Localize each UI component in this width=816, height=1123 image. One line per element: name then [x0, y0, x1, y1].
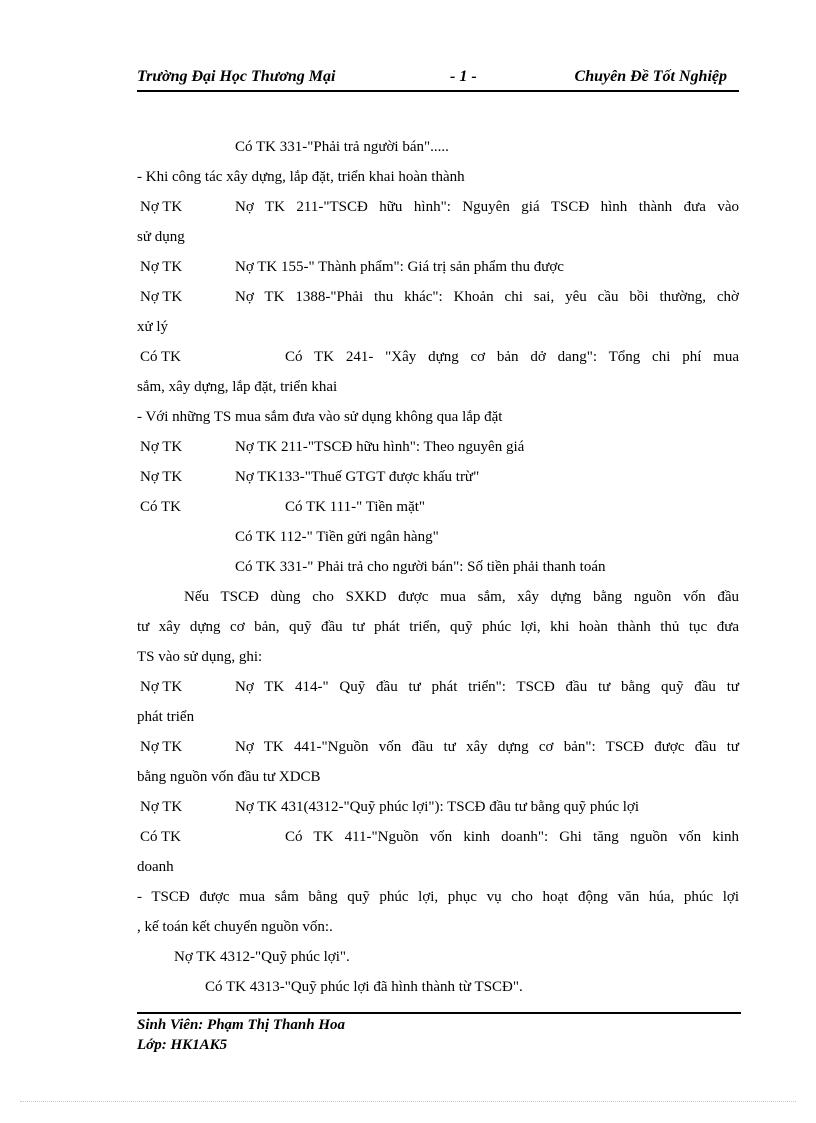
entry-line: Nợ TK 4312-"Quỹ phúc lợi". [174, 949, 350, 965]
text-line: - Khi công tác xây dựng, lắp đặt, triển khai hoàn thành [137, 169, 465, 185]
footer-class: Lớp: HK1AK5 [137, 1037, 228, 1053]
entry-line: Nợ TK Nợ TK 211-"TSCĐ hữu hình": Theo nguyên giá [140, 439, 525, 455]
entry-line: Nợ TK Nợ TK133-"Thuế GTGT được khấu trừ" [140, 469, 480, 485]
text-line: xử lý [137, 319, 169, 335]
entry-line: Có TK Có TK 111-" Tiền mặt" [140, 499, 426, 515]
header-page-number: - 1 - [450, 68, 477, 85]
document-body [137, 132, 739, 1002]
text-line: bằng nguồn vốn đầu tư XDCB [137, 769, 321, 785]
entry-line: Có TK 4313-"Quỹ phúc lợi đã hình thành từ TSCĐ". [205, 979, 523, 995]
page-header [137, 66, 739, 92]
header-title: Chuyên Đề Tốt Nghiệp [574, 68, 727, 85]
entry-line: Nợ TK Nợ TK 1388-"Phải thu khác": Khoản chi sai, yêu cầu bồi thường, chờ [140, 289, 739, 305]
entry-line: Có TK Có TK 411-"Nguồn vốn kinh doanh": Ghi tăng nguồn vốn kinh [140, 829, 739, 845]
entry-line: Nợ TK Nợ TK 414-" Quỹ đầu tư phát triển": TSCĐ đầu tư bằng quỹ đầu tư [140, 679, 739, 695]
text-line: Có TK 331-"Phải trả người bán"..... [235, 139, 449, 155]
entry-line: Nợ TK Nợ TK 211-"TSCĐ hữu hình": Nguyên giá TSCĐ hình thành đưa vào [140, 199, 739, 215]
page-edge-divider [20, 1101, 796, 1102]
text-line: phát triển [137, 709, 195, 725]
entry-line: Nợ TK Nợ TK 155-" Thành phẩm": Giá trị sản phẩm thu được [140, 259, 564, 275]
text-line: sắm, xây dựng, lắp đặt, triển khai [137, 379, 338, 395]
footer-divider [137, 1012, 741, 1014]
entry-line: Có TK 112-" Tiền gửi ngân hàng" [235, 529, 439, 545]
paragraph: Nếu TSCĐ dùng cho SXKD được mua sắm, xây dựng bằng nguồn vốn đầu tư xây dựng cơ bản, quỹ đầu tư phát triển, quỹ phúc lợi, khi hoàn thành thủ tục đưa TS vào sử dụng, ghi: [137, 589, 739, 665]
text-line: - Với những TS mua sắm đưa vào sử dụng không qua lắp đặt [137, 409, 503, 425]
entry-line: Nợ TK Nợ TK 441-"Nguồn vốn đầu tư xây dựng cơ bản": TSCĐ được đầu tư [140, 739, 739, 755]
text-line: sử dụng [137, 229, 185, 245]
entry-line: Có TK 331-" Phải trả cho người bán": Số tiền phải thanh toán [235, 559, 606, 575]
header-school: Trường Đại Học Thương Mại [137, 68, 336, 85]
page-footer [137, 1015, 345, 1055]
paragraph: - TSCĐ được mua sắm bằng quỹ phúc lợi, phục vụ cho hoạt động văn húa, phúc lợi , kế toán kết chuyển nguồn vốn:. [137, 889, 739, 935]
entry-line: Nợ TK Nợ TK 431(4312-"Quỹ phúc lợi"): TSCĐ đầu tư bằng quỹ phúc lợi [140, 799, 640, 815]
footer-student: Sinh Viên: Phạm Thị Thanh Hoa [137, 1017, 345, 1033]
entry-line: Có TK Có TK 241- "Xây dựng cơ bản dở dang": Tổng chi phí mua [140, 349, 739, 365]
text-line: doanh [137, 859, 174, 875]
